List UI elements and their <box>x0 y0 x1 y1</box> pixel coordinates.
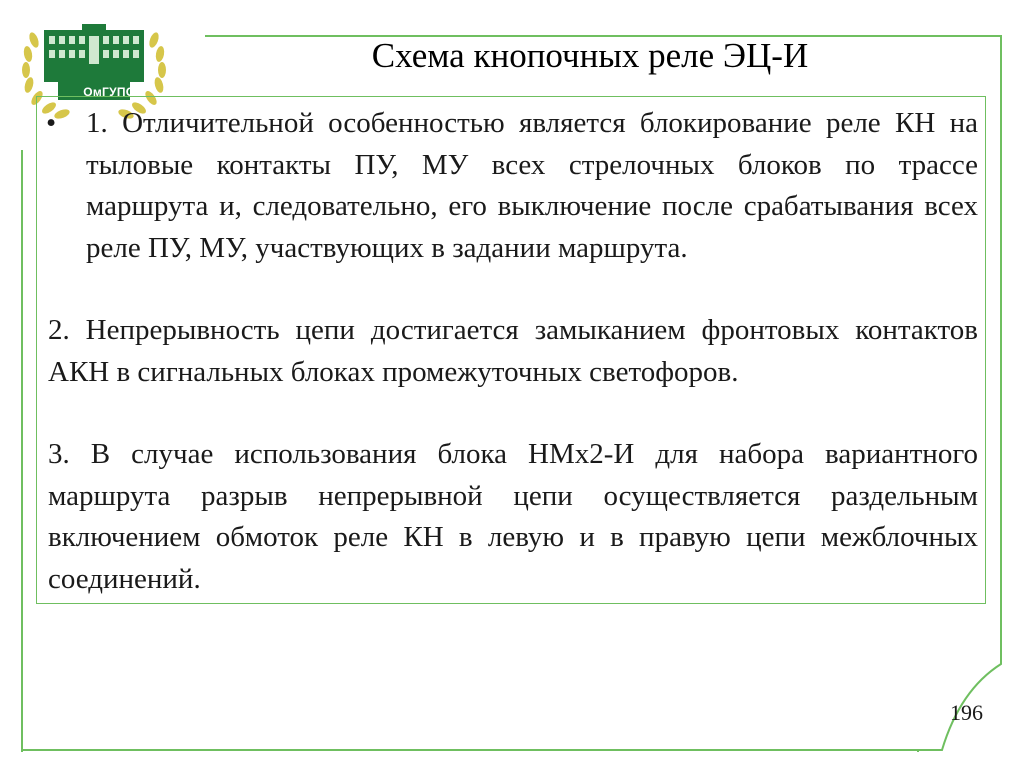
building-icon <box>44 24 144 82</box>
page-number: 196 <box>950 700 983 725</box>
bullet-marker: • <box>46 107 57 139</box>
paragraph-3: 3. В случае использования блока НМх2-И для набора вариантного маршрута разрыв непрерывной цепи осуществляется раздельным включением обмоток реле КН в левую и в правую цепи межблочных соединений. <box>48 438 978 595</box>
paragraph-1: 1. Отличительной особенностью является блокирование реле КН на тыловые контакты ПУ, МУ всех стрелочных блоков по трассе маршрута и, следовательно, его выключение после срабатывания всех реле ПУ, МУ, участвующих в задании маршрута. <box>86 107 978 264</box>
paragraph-2: 2. Непрерывность цепи достигается замыканием фронтовых контактов АКН в сигнальных блоках промежуточных светофоров. <box>48 314 978 388</box>
slide-title: Схема кнопочных реле ЭЦ-И <box>371 36 809 75</box>
logo-abbreviation: ОмГУПС <box>83 85 135 99</box>
